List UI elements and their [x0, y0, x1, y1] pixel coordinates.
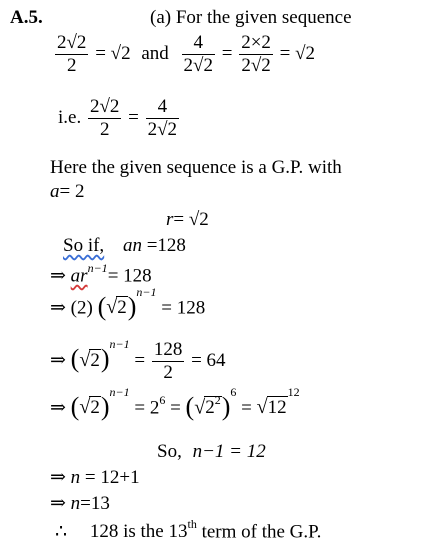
intro-text: (a) For the given sequence	[150, 7, 352, 28]
equation-line-3	[58, 97, 181, 140]
condition-line	[63, 236, 186, 255]
so-if: So if,	[63, 235, 105, 256]
ar-value: = 128	[107, 265, 152, 287]
equation-line-2	[53, 33, 315, 76]
sqrt2: √2	[79, 396, 100, 419]
fraction-2: $\frac{4}{2√2}$	[183, 32, 213, 76]
value-64: = 64	[191, 349, 226, 371]
paren-open: (	[70, 344, 80, 374]
step-n	[50, 468, 140, 487]
paren-close: )	[127, 292, 137, 321]
n-expression: = 12+1	[84, 467, 140, 488]
n-minus-1: n−1 = 12	[192, 441, 266, 462]
paren-open: (	[97, 292, 107, 321]
equals-sign: =	[134, 349, 146, 371]
fraction-3: $\frac{2\times 2}{2√2}$	[241, 32, 271, 76]
exponent: n−1	[87, 261, 108, 275]
value-128: = 128	[161, 297, 206, 319]
fraction-ie-2: $\frac{4}{2√2}$	[147, 96, 178, 140]
sqrt12: √12	[256, 396, 287, 419]
implies-arrow: ⇒	[50, 467, 66, 488]
therefore-symbol: ∴	[55, 521, 68, 543]
equals-root2-2: = √2	[279, 42, 316, 64]
exponent-12: 12	[287, 385, 300, 400]
exponent: n−1	[109, 385, 130, 400]
step-powers	[50, 385, 300, 422]
exponent: n−1	[136, 285, 157, 300]
so-word: So,	[157, 441, 182, 462]
conclusion-end: term of the G.P.	[201, 521, 322, 543]
n-value: =13	[80, 493, 110, 514]
an-value: =128	[146, 235, 186, 256]
var-n: n	[70, 467, 81, 488]
ie-label: i.e.	[58, 106, 82, 128]
equals-sign: =	[128, 106, 139, 128]
implies-arrow: ⇒	[50, 493, 66, 514]
var-r: r	[166, 209, 174, 230]
exponent-equation	[157, 442, 266, 461]
a-value: = 2	[59, 181, 85, 202]
fraction-ie-1: $\frac{2√2}{2}$	[89, 96, 120, 140]
equals-sign: =	[170, 397, 181, 419]
implies-arrow: ⇒	[50, 265, 66, 287]
var-n: n	[70, 493, 81, 514]
equals-root2: = √2	[95, 42, 131, 64]
implies-arrow: ⇒	[50, 349, 66, 371]
sqrt2: √2	[79, 348, 100, 371]
step-n-result	[50, 494, 110, 513]
sqrt-2-squared: $√2^2$	[194, 393, 221, 419]
exponent: n−1	[109, 337, 130, 352]
conclusion	[55, 517, 322, 543]
equals-sign: =	[241, 397, 252, 419]
var-ar: ar	[70, 265, 88, 287]
two-power: = 2	[134, 397, 160, 419]
first-term	[50, 182, 84, 201]
exponent-6: 6	[159, 393, 166, 408]
and-word: and	[141, 42, 169, 64]
paren-close: )	[221, 392, 231, 421]
paren-open: (	[185, 392, 195, 421]
step-substitution	[50, 285, 206, 322]
fraction-128-2: $\frac{128}{2}$	[153, 339, 183, 383]
r-value: = √2	[173, 209, 209, 230]
var-an: an	[122, 235, 142, 256]
common-ratio	[166, 210, 209, 229]
paren-close: )	[100, 392, 110, 421]
exponent-6: 6	[230, 385, 237, 400]
gp-statement: Here the given sequence is a G.P. with	[50, 157, 342, 178]
two-factor: (2)	[70, 297, 93, 319]
heading: A.5.	[10, 7, 43, 28]
step-divide	[50, 337, 226, 383]
equals-sign: =	[221, 42, 233, 64]
var-a: a	[50, 181, 60, 202]
fraction-1: $\frac{2√2}{2}$	[57, 32, 87, 76]
ordinal-suffix: th	[187, 517, 197, 531]
sqrt2: √2	[106, 296, 127, 319]
paren-open: (	[70, 392, 80, 421]
conclusion-text: 128 is the 13	[89, 521, 188, 543]
paren-close: )	[100, 344, 110, 374]
implies-arrow: ⇒	[50, 397, 66, 419]
step-ar	[50, 261, 152, 287]
implies-arrow: ⇒	[50, 297, 66, 319]
